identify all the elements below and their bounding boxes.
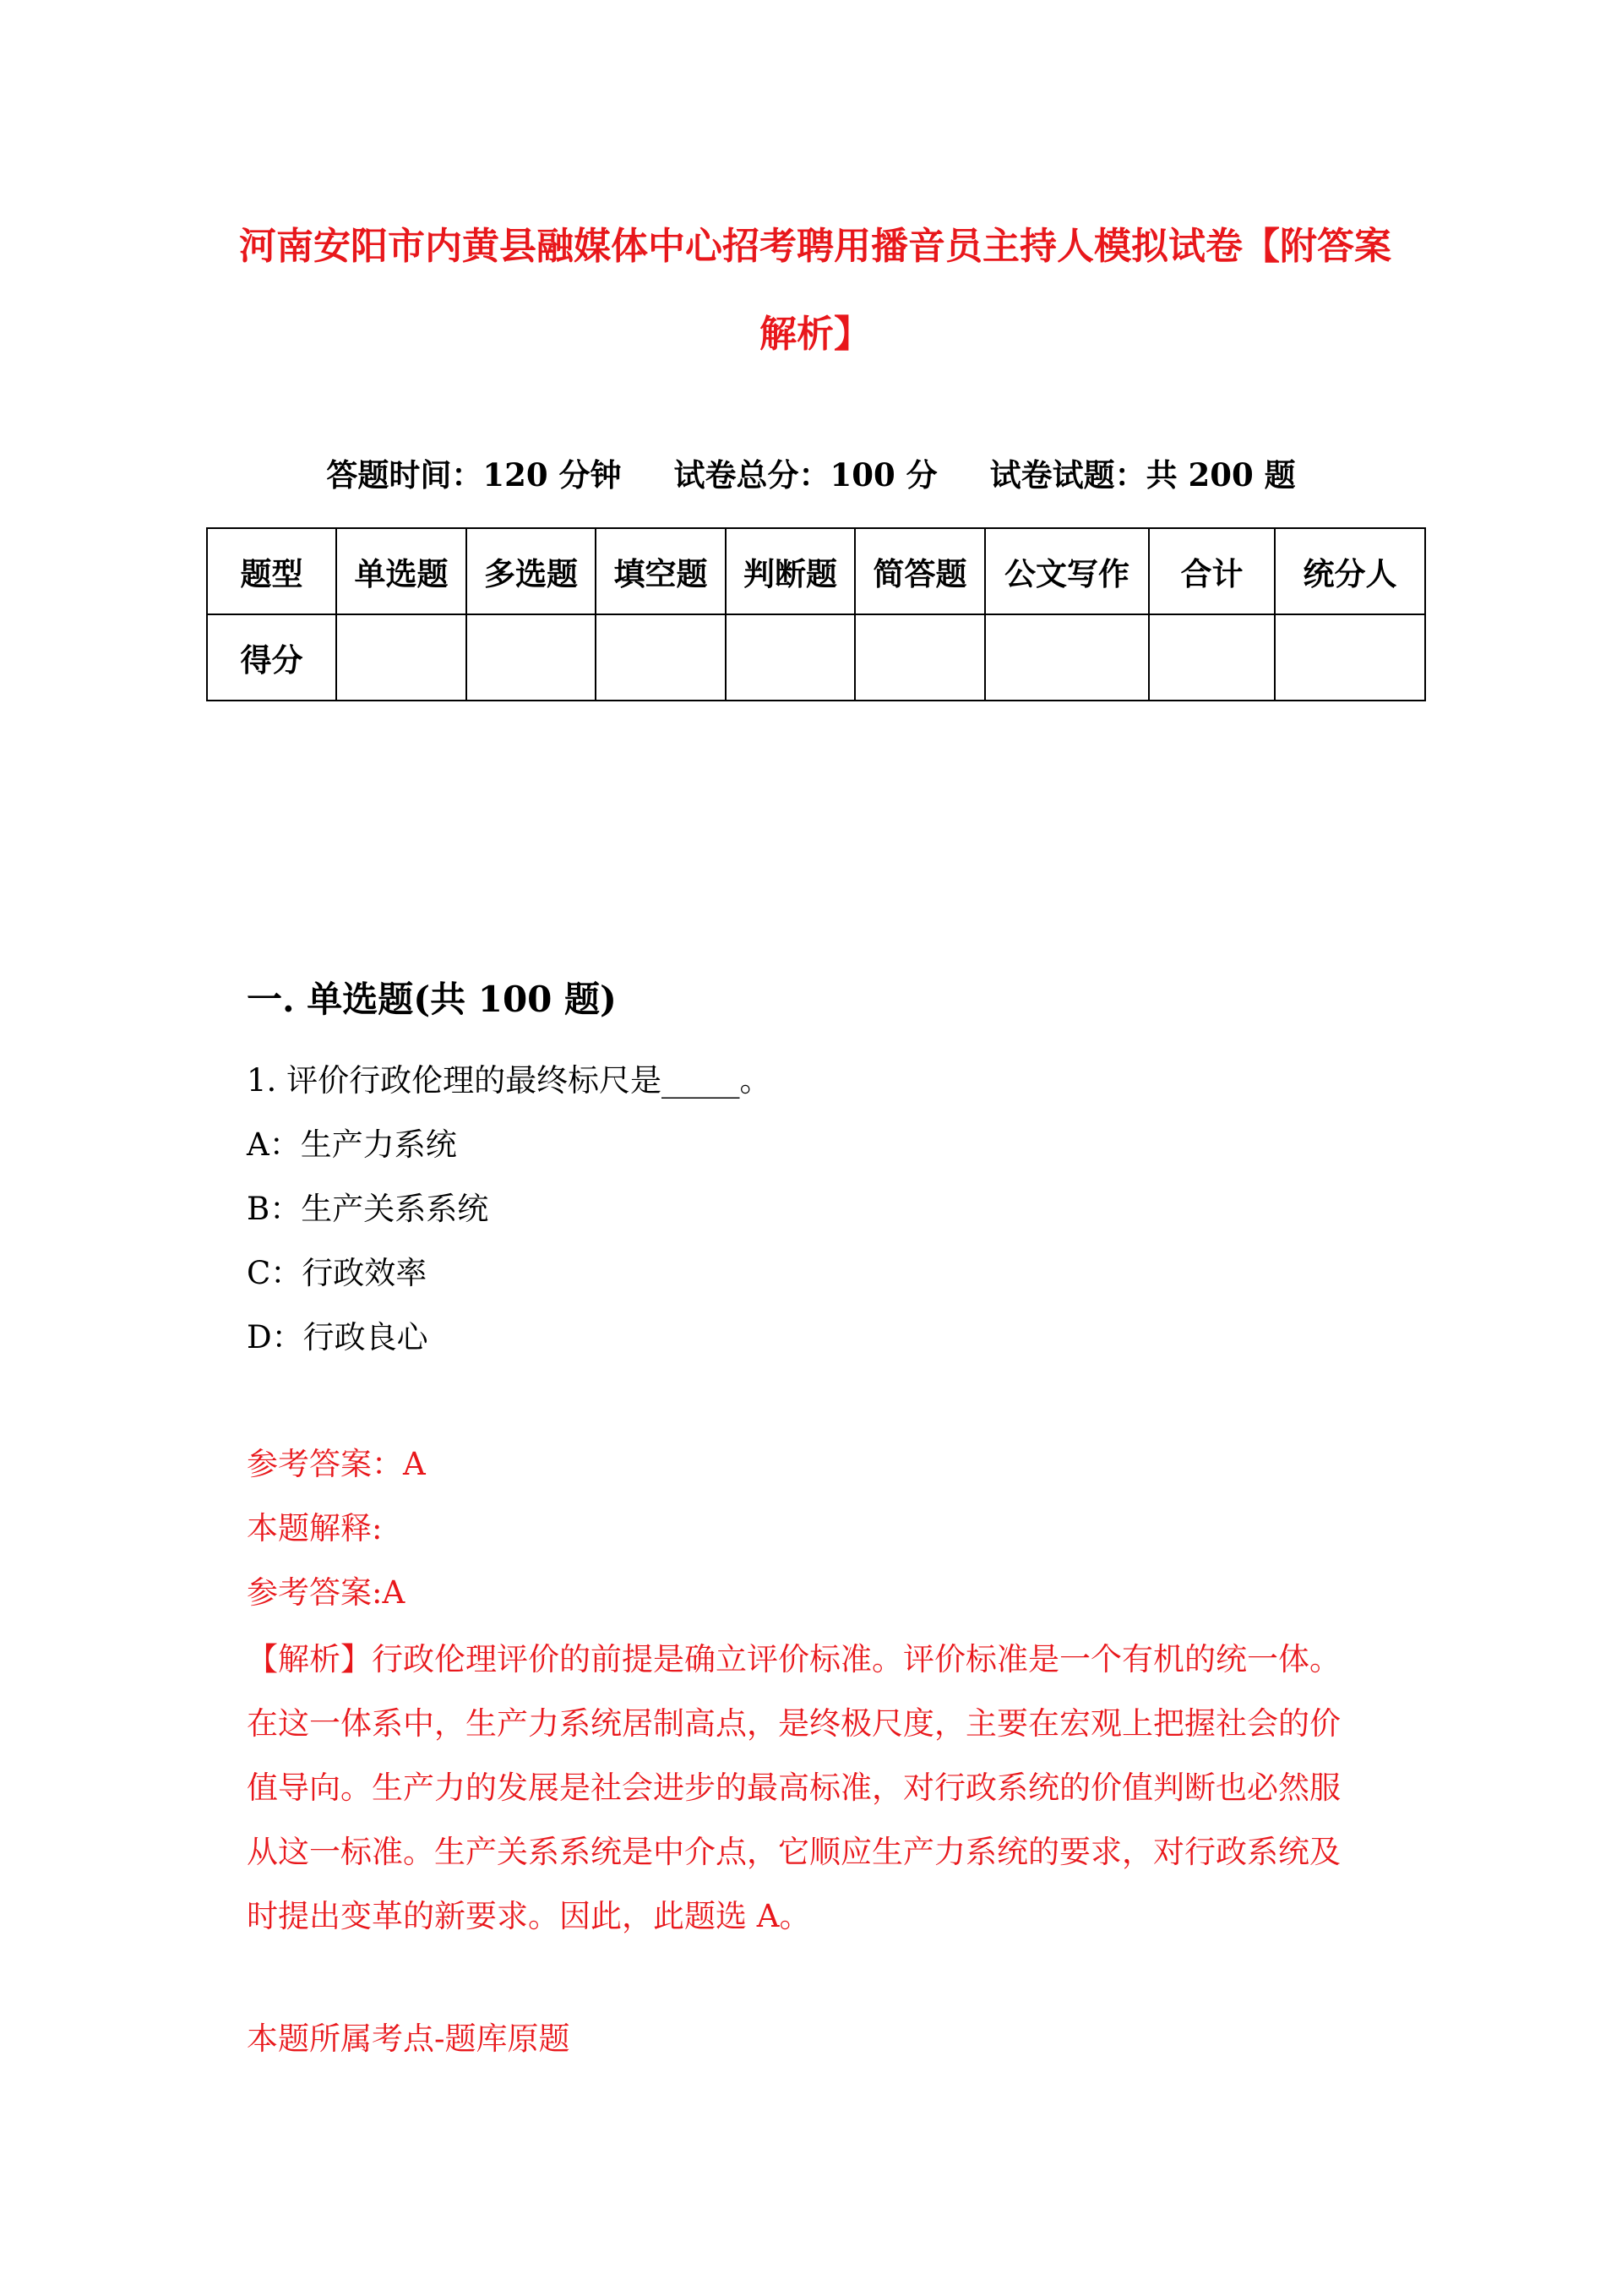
table-header-cell: 填空题 [596, 528, 726, 614]
table-header-cell: 公文写作 [985, 528, 1149, 614]
score-cell [985, 614, 1149, 701]
topic-label: 本题所属考点-题库原题 [247, 2021, 570, 2057]
table-header-cell: 简答题 [855, 528, 985, 614]
score-cell [596, 614, 726, 701]
option-d: D：行政良心 [247, 1319, 428, 1355]
reference-answer-2: 参考答案:A [247, 1574, 406, 1611]
score-cell [1149, 614, 1275, 701]
reference-answer: 参考答案：A [247, 1446, 426, 1482]
score-table [206, 527, 1426, 701]
section-title: 一. 单选题(共 100 题) [247, 979, 617, 1020]
exam-meta [0, 450, 1622, 495]
option-c: C：行政效率 [247, 1255, 427, 1291]
option-a: A：生产力系统 [247, 1126, 457, 1163]
analysis-text: 【解析】行政伦理评价的前提是确立评价标准。评价标准是一个有机的统一体。在这一体系中，生产力系统居制高点，是终极尺度，主要在宏观上把握社会的价值导向。生产力的发展是社会进步的最高标准，对行政系统的价值判断也必然服从这一标准。生产关系系统是中介点，它顺应生产力系统的要求，对行政系统及时提出变革的新要求。因此，此题选 A。 [247, 1641, 1341, 1934]
table-header-cell: 题型 [207, 528, 336, 614]
score-cell [1275, 614, 1425, 701]
question-stem: 1. 评价行政伦理的最终标尺是_____。 [247, 1062, 771, 1099]
table-header-cell: 判断题 [726, 528, 855, 614]
table-header-cell: 多选题 [466, 528, 596, 614]
table-header-cell: 合计 [1149, 528, 1275, 614]
explanation-label: 本题解释: [247, 1510, 383, 1546]
score-cell [336, 614, 466, 701]
page-title: 河南安阳市内黄县融媒体中心招考聘用播音员主持人模拟试卷【附答案解析】 [239, 225, 1391, 356]
option-b: B：生产关系系统 [247, 1191, 489, 1227]
table-header-cell: 单选题 [336, 528, 466, 614]
score-cell [855, 614, 985, 701]
score-row-label: 得分 [207, 614, 336, 701]
score-table-header-row [207, 528, 1425, 614]
score-cell [726, 614, 855, 701]
exam-question-count: 试卷试题：共 200 题 [989, 456, 1296, 494]
exam-time: 答题时间：120 分钟 [326, 456, 622, 494]
table-header-cell: 统分人 [1275, 528, 1425, 614]
exam-total-score: 试卷总分：100 分 [673, 456, 938, 494]
score-table-score-row [207, 614, 1425, 701]
score-cell [466, 614, 596, 701]
